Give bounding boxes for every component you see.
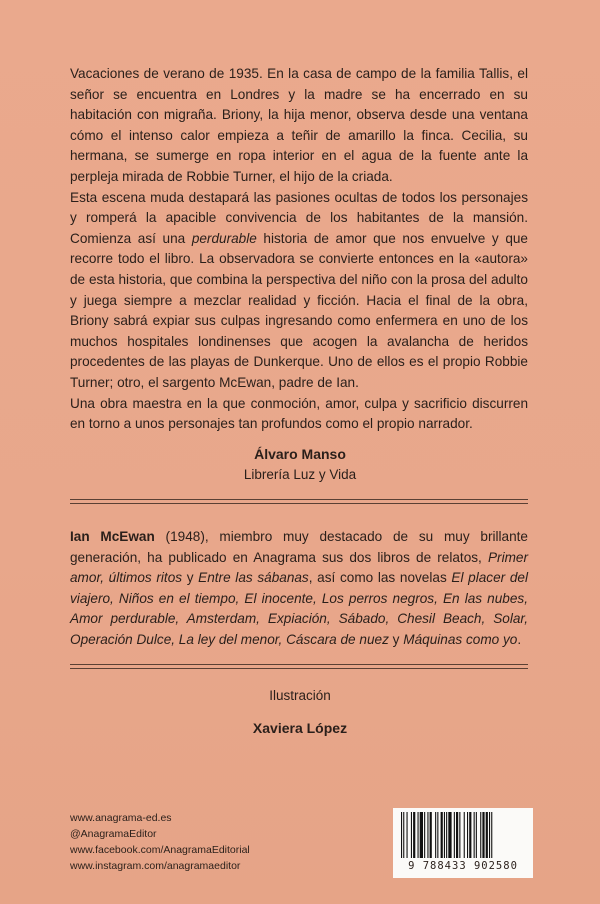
- twitter-handle[interactable]: @AnagramaEditor: [70, 828, 157, 840]
- bio-title: Máquinas como yo: [403, 631, 518, 647]
- bio-title: Entre las sábanas: [198, 570, 309, 586]
- facebook-link[interactable]: www.facebook.com/AnagramaEditorial: [70, 844, 250, 856]
- barcode: [393, 808, 533, 878]
- synopsis-paragraph-2: [70, 188, 528, 394]
- bio-text: y: [182, 570, 199, 586]
- synopsis-text: historia de amor que nos envuelve y que recorre todo el libro. La observadora se convierte entonces en la «autora» de esta historia, que combina la perspectiva del niño con la prosa del adulto y juega siempre a mezclar realidad y ficción. Hacia el final de la obra, Briony sabrá expiar sus culpas ingresando como enfermera en uno de los muchos hospitales londinenses que acogen la avalancha de heridos procedentes de las playas de Dunkerque. Uno de ellos es el propio Robbie Turner; otro, el sargento McEwan, padre de Ian.: [70, 230, 528, 390]
- instagram-link[interactable]: www.instagram.com/anagramaeditor: [70, 860, 241, 872]
- website-link[interactable]: www.anagrama-ed.es: [70, 812, 172, 824]
- divider: [70, 664, 528, 665]
- illustrator-name: Xaviera López: [252, 720, 348, 736]
- publisher-links: [70, 810, 250, 874]
- reviewer-affiliation: Librería Luz y Vida: [243, 467, 357, 482]
- bio-title: El placer del viajero, Niños en el tiempo, El inocente, Los perros negros, En las nubes, Amor perdurable, Amsterdam, Expiación, Sábado, Chesil Beach, Solar, Operación Dulce, La ley del menor, Cáscara de nuez: [70, 570, 528, 647]
- bio-text: .: [517, 631, 522, 647]
- bio-title: Primer amor, últimos ritos: [70, 549, 528, 586]
- isbn-number: 9 788433 902580: [408, 860, 518, 872]
- author-name: Ian McEwan: [70, 529, 155, 544]
- synopsis-text: Esta escena muda destapará las pasiones ocultas de todos los personajes y romperá la apacible convivencia de los habitantes de la mansión. Comienza así una: [70, 189, 528, 246]
- bio-text: (1948), miembro muy destacado de su muy brillante generación, ha publicado en Anagrama sus dos libros de relatos,: [70, 529, 528, 565]
- synopsis-emphasis: perdurable: [191, 230, 257, 246]
- divider: [70, 668, 528, 669]
- bio-text: , así como las novelas: [308, 570, 452, 586]
- divider: [70, 499, 528, 500]
- illustration-label: Ilustración: [269, 688, 331, 703]
- divider: [70, 503, 528, 504]
- synopsis: [70, 64, 528, 435]
- author-bio: [70, 527, 528, 651]
- barcode-bars: [399, 812, 527, 860]
- reviewer-name: Álvaro Manso: [254, 446, 346, 462]
- synopsis-paragraph-3: Una obra maestra en la que conmoción, amor, culpa y sacrificio discurren en torno a unos personajes tan profundos como el propio narrador.: [70, 395, 528, 432]
- synopsis-paragraph-1: Vacaciones de verano de 1935. En la casa de campo de la familia Tallis, el señor se encuentra en Londres y la madre se ha encerrado en su habitación con migraña. Briony, la hija menor, observa desde una ventana cómo el intenso calor empieza a teñir de amarillo la finca. Cecilia, su hermana, se sumerge en ropa interior en el agua de la fuente ante la perpleja mirada de Robbie Turner, el hijo de la criada.: [70, 66, 528, 184]
- bio-text: y: [388, 631, 404, 647]
